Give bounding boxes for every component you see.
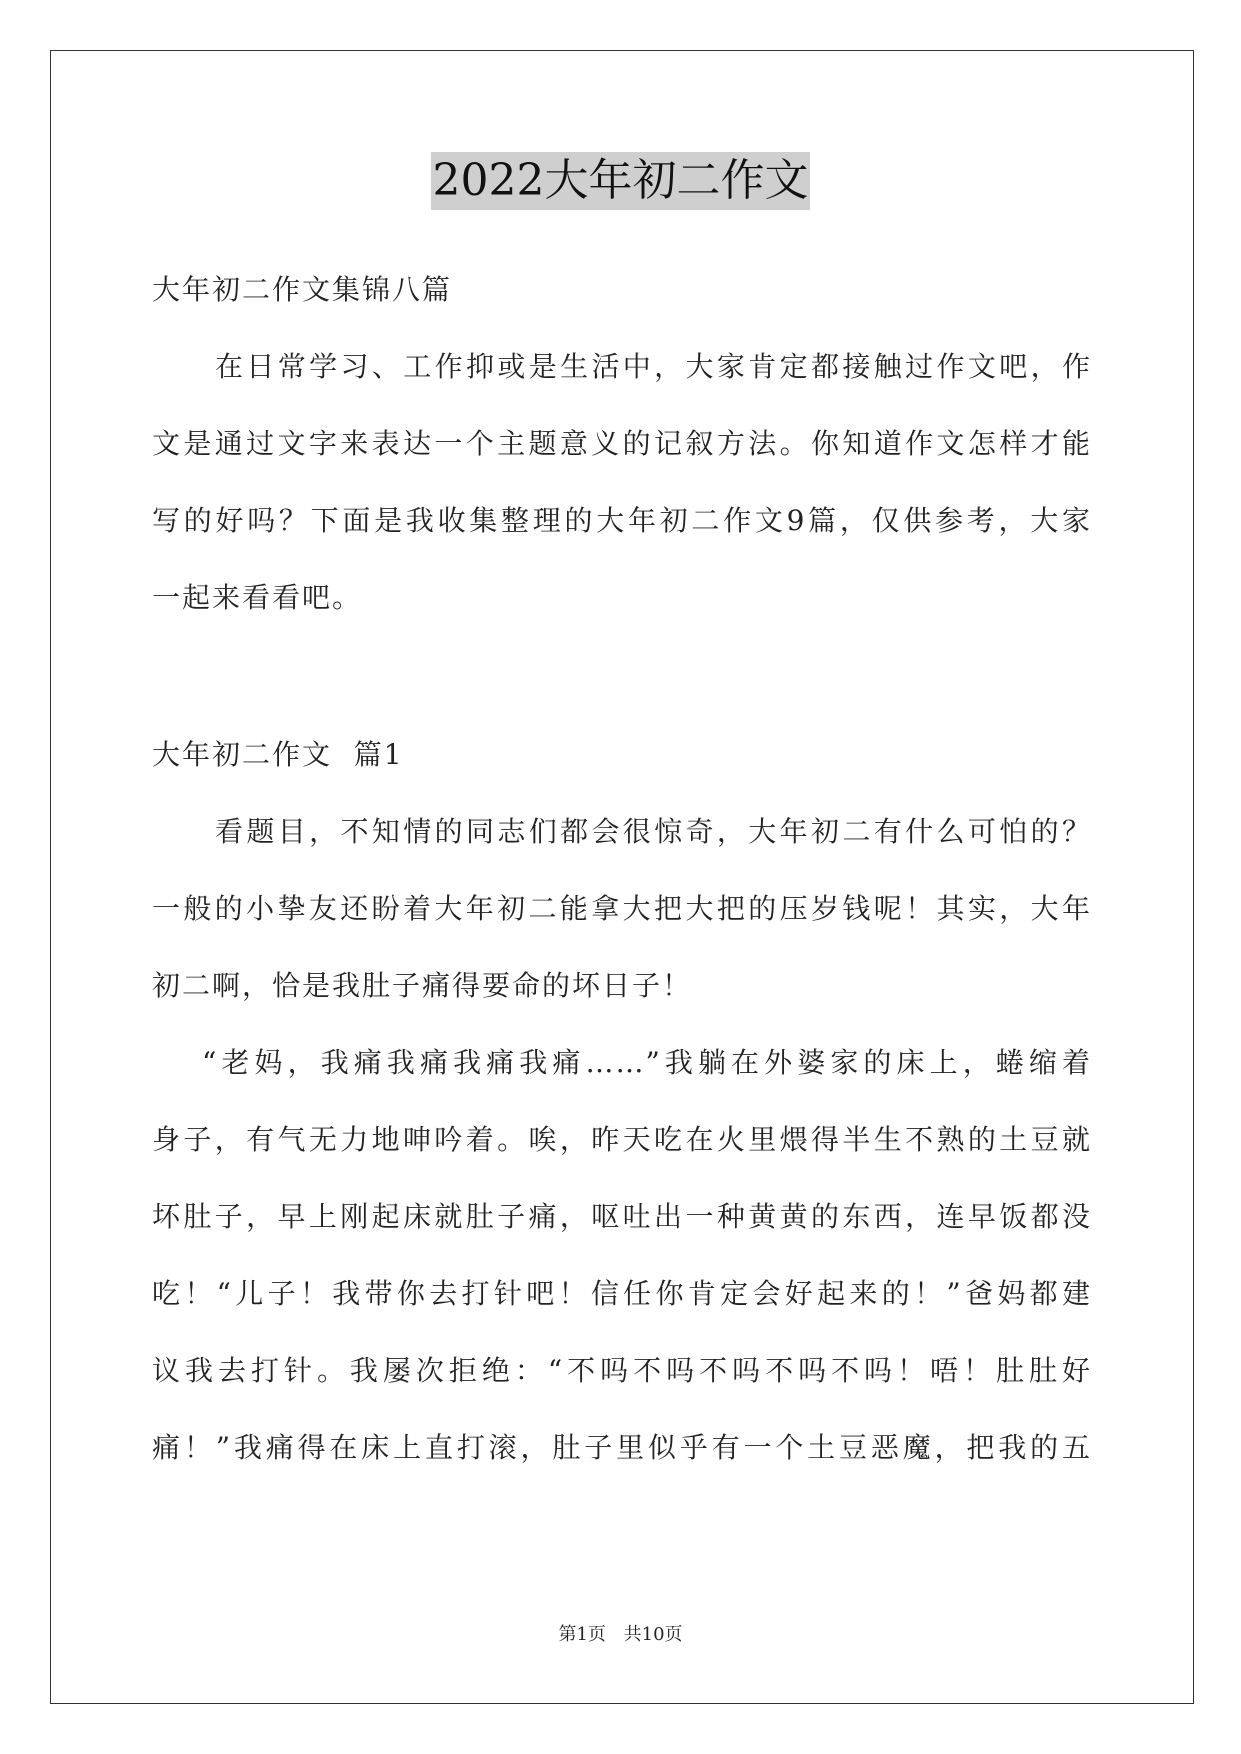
section-gap <box>152 655 1092 735</box>
paragraph-line: 一般的小挚友还盼着大年初二能拿大把大把的压岁钱呢！其实，大年 <box>152 892 1092 925</box>
page-footer <box>0 1620 1241 1646</box>
page-total: 共10页 <box>623 1624 683 1645</box>
page-number: 第1页 <box>558 1624 606 1645</box>
paragraph-line: “老妈，我痛我痛我痛我痛……”我躺在外婆家的床上，蜷缩着 <box>202 1046 1092 1079</box>
paragraph-line: 身子，有气无力地呻吟着。唉，昨天吃在火里煨得半生不熟的土豆就 <box>152 1123 1092 1156</box>
paragraph-line: 一起来看看吧。 <box>152 581 363 614</box>
section-paragraph-1 <box>152 812 1092 1006</box>
paragraph-line: 初二啊，恰是我肚子痛得要命的坏日子！ <box>152 969 693 1002</box>
title-wrap <box>0 152 1241 210</box>
paragraph-line: 写的好吗？下面是我收集整理的大年初二作文9篇，仅供参考，大家 <box>152 504 1092 537</box>
section-heading: 大年初二作文 篇1 <box>152 738 404 771</box>
section-paragraph-2 <box>152 1043 1092 1468</box>
document-subtitle: 大年初二作文集锦八篇 <box>152 273 453 306</box>
paragraph-line: 在日常学习、工作抑或是生活中，大家肯定都接触过作文吧，作 <box>215 350 1092 383</box>
paragraph-line: 议我去打针。我屡次拒绝：“不吗不吗不吗不吗不吗！唔！肚肚好 <box>152 1354 1092 1387</box>
paragraph-line: 吃！“儿子！我带你去打针吧！信任你肯定会好起来的！”爸妈都建 <box>152 1277 1092 1310</box>
intro-paragraph <box>152 347 1092 618</box>
paragraph-line: 看题目，不知情的同志们都会很惊奇，大年初二有什么可怕的？ <box>215 815 1092 848</box>
document-body <box>152 270 1092 1505</box>
paragraph-line: 文是通过文字来表达一个主题意义的记叙方法。你知道作文怎样才能 <box>152 427 1092 460</box>
paragraph-line: 痛！”我痛得在床上直打滚，肚子里似乎有一个土豆恶魔，把我的五 <box>152 1431 1092 1464</box>
document-title: 2022大年初二作文 <box>431 152 811 210</box>
paragraph-line: 坏肚子，早上刚起床就肚子痛，呕吐出一种黄黄的东西，连早饭都没 <box>152 1200 1092 1233</box>
